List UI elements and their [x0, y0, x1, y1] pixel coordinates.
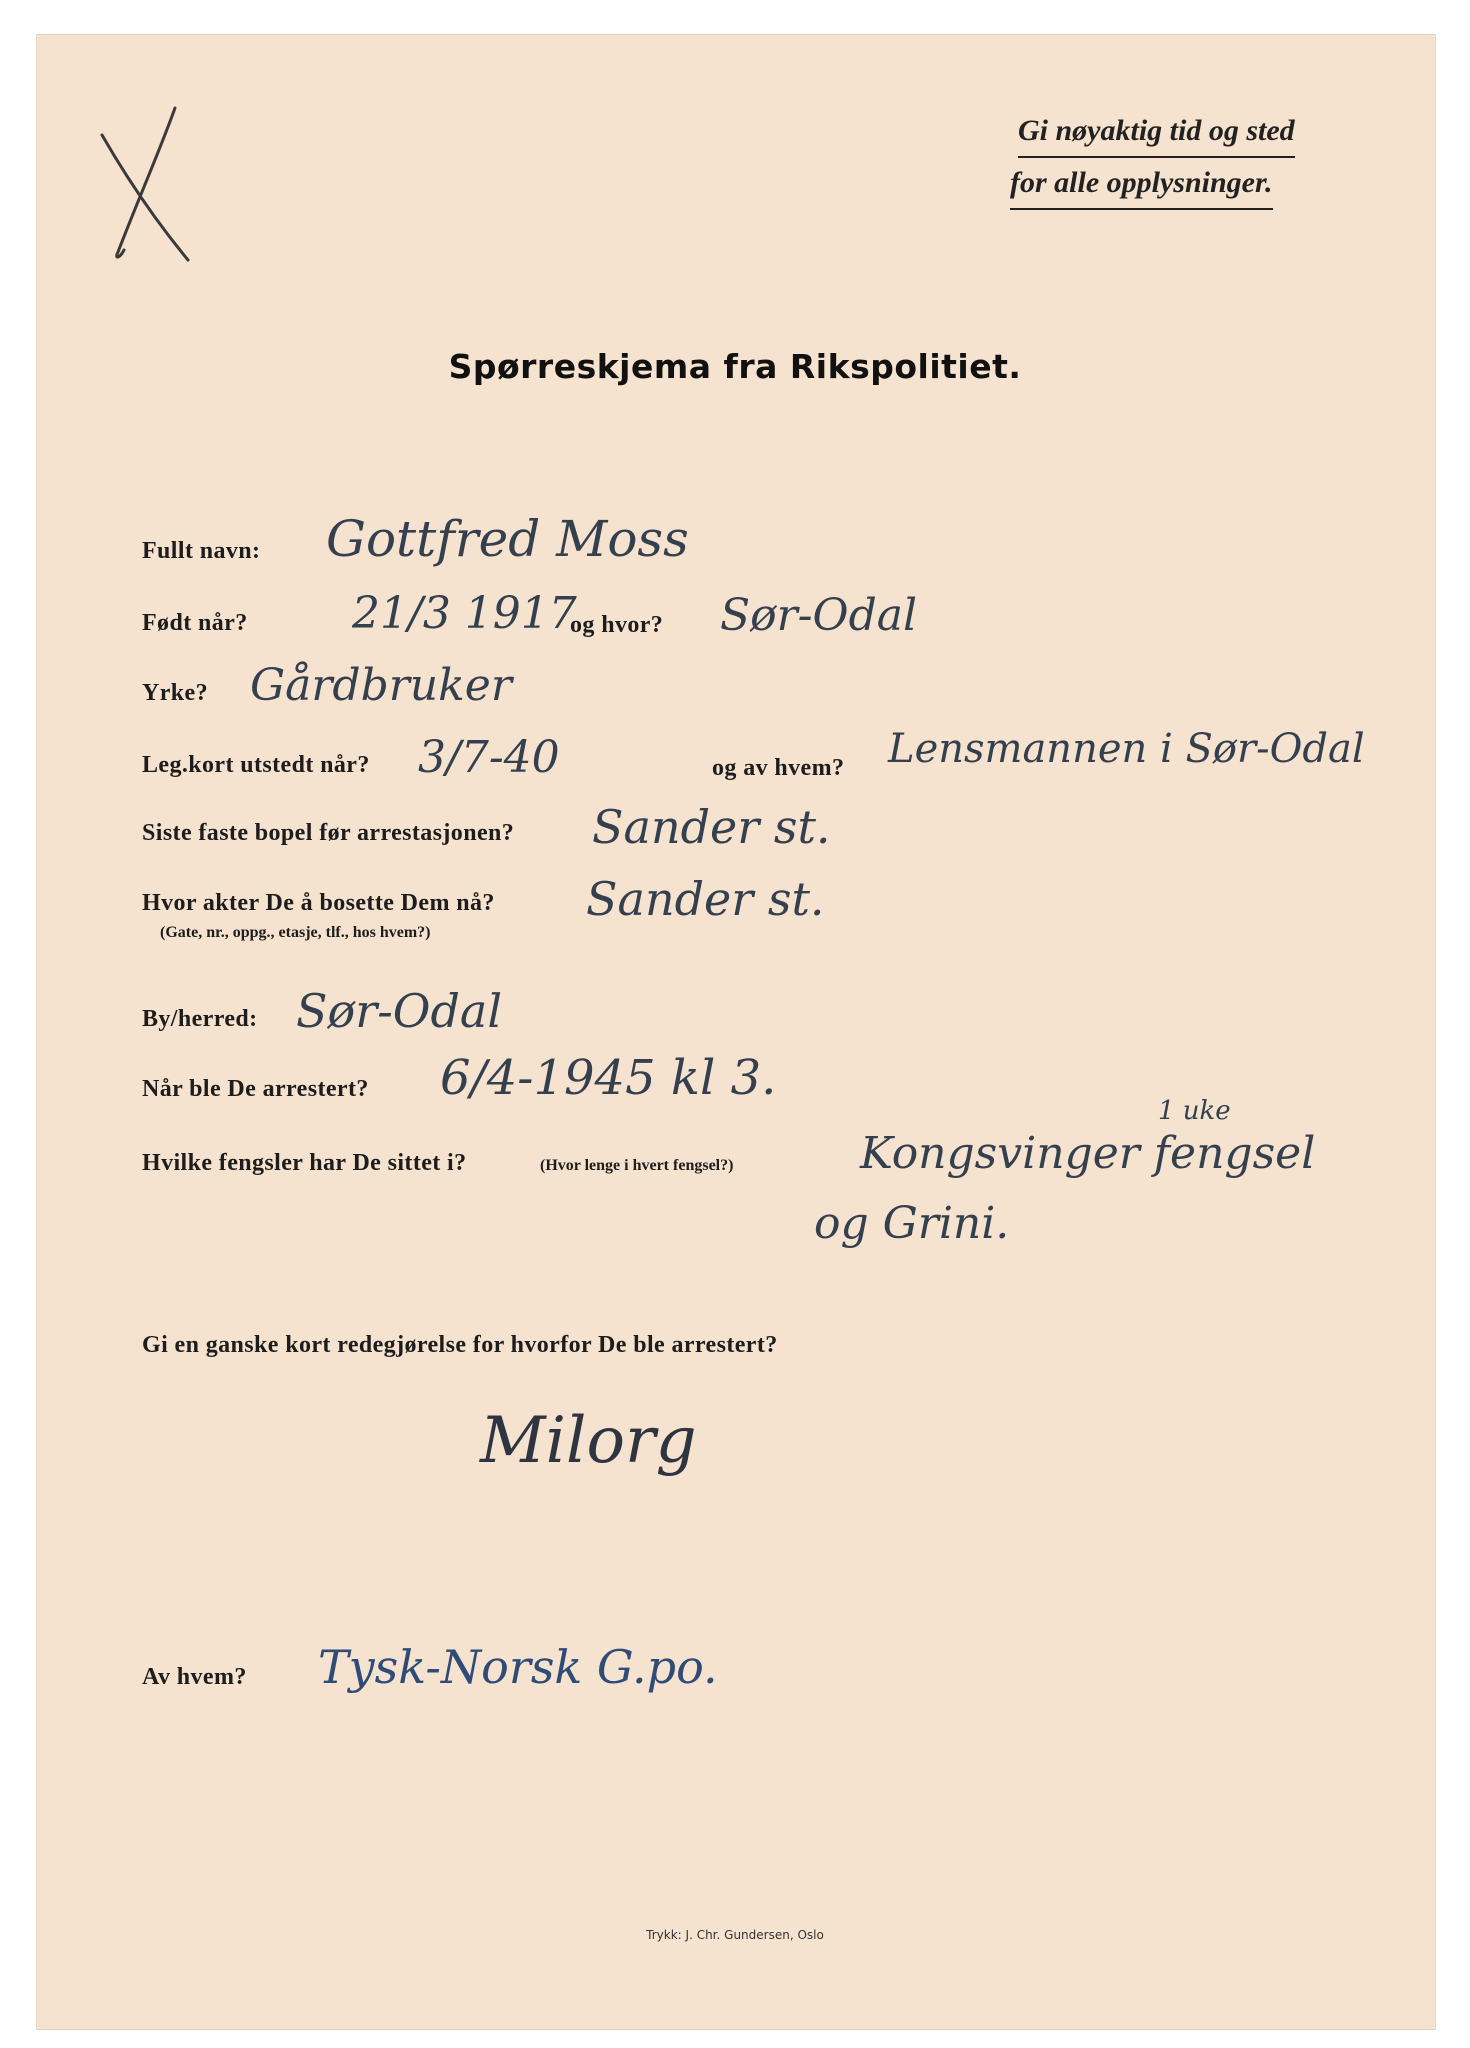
arrested-label: Når ble De arrestert? [142, 1076, 369, 1102]
id-by-value: Lensmannen i Sør-Odal [888, 726, 1365, 772]
born-date: 21/3 1917 [352, 588, 577, 639]
born-where: Sør-Odal [720, 590, 918, 641]
last-residence-label: Siste faste bopel før arrestasjonen? [142, 820, 515, 846]
instruction-notice [1010, 106, 1350, 210]
born-where-label: og hvor? [570, 612, 664, 638]
settle-label: Hvor akter De å bosette Dem nå? [142, 890, 495, 916]
id-issued-label: Leg.kort utstedt når? [142, 752, 370, 778]
reason-value: Milorg [480, 1404, 697, 1478]
occupation-label: Yrke? [142, 680, 208, 706]
municipality-value: Sør-Odal [296, 984, 503, 1038]
occupation-value: Gårdbruker [250, 660, 512, 711]
printer-imprint: Trykk: J. Chr. Gundersen, Oslo [646, 1928, 824, 1942]
municipality-label: By/herred: [142, 1006, 258, 1032]
prisons-line-2: og Grini. [814, 1198, 1010, 1249]
notice-line-2: for alle opplysninger. [1010, 158, 1273, 210]
id-issued-value: 3/7-40 [418, 732, 560, 783]
notice-line-1: Gi nøyaktig tid og sted [1018, 106, 1295, 158]
name-label: Fullt navn: [142, 538, 261, 564]
prisons-sub-label: (Hvor lenge i hvert fengsel?) [540, 1157, 734, 1174]
born-label: Født når? [142, 610, 248, 636]
prisons-note: 1 uke [1158, 1096, 1231, 1126]
reason-label: Gi en ganske kort redegjørelse for hvorfor De ble arrestert? [142, 1332, 778, 1358]
form-title: Spørreskjema fra Rikspolitiet. [448, 347, 1022, 386]
last-residence-value: Sander st. [592, 800, 831, 854]
prisons-label: Hvilke fengsler har De sittet i? [142, 1150, 467, 1176]
settle-sub-label: (Gate, nr., oppg., etasje, tlf., hos hvem?) [160, 924, 431, 941]
by-whom-value: Tysk-Norsk G.po. [318, 1640, 718, 1694]
handwritten-x-mark [100, 100, 210, 270]
arrested-value: 6/4-1945 kl 3. [440, 1050, 777, 1106]
id-by-label: og av hvem? [712, 755, 845, 781]
prisons-line-1: Kongsvinger fengsel [860, 1128, 1316, 1179]
by-whom-label: Av hvem? [142, 1664, 247, 1690]
name-value: Gottfred Moss [326, 510, 689, 568]
settle-value: Sander st. [586, 872, 825, 926]
